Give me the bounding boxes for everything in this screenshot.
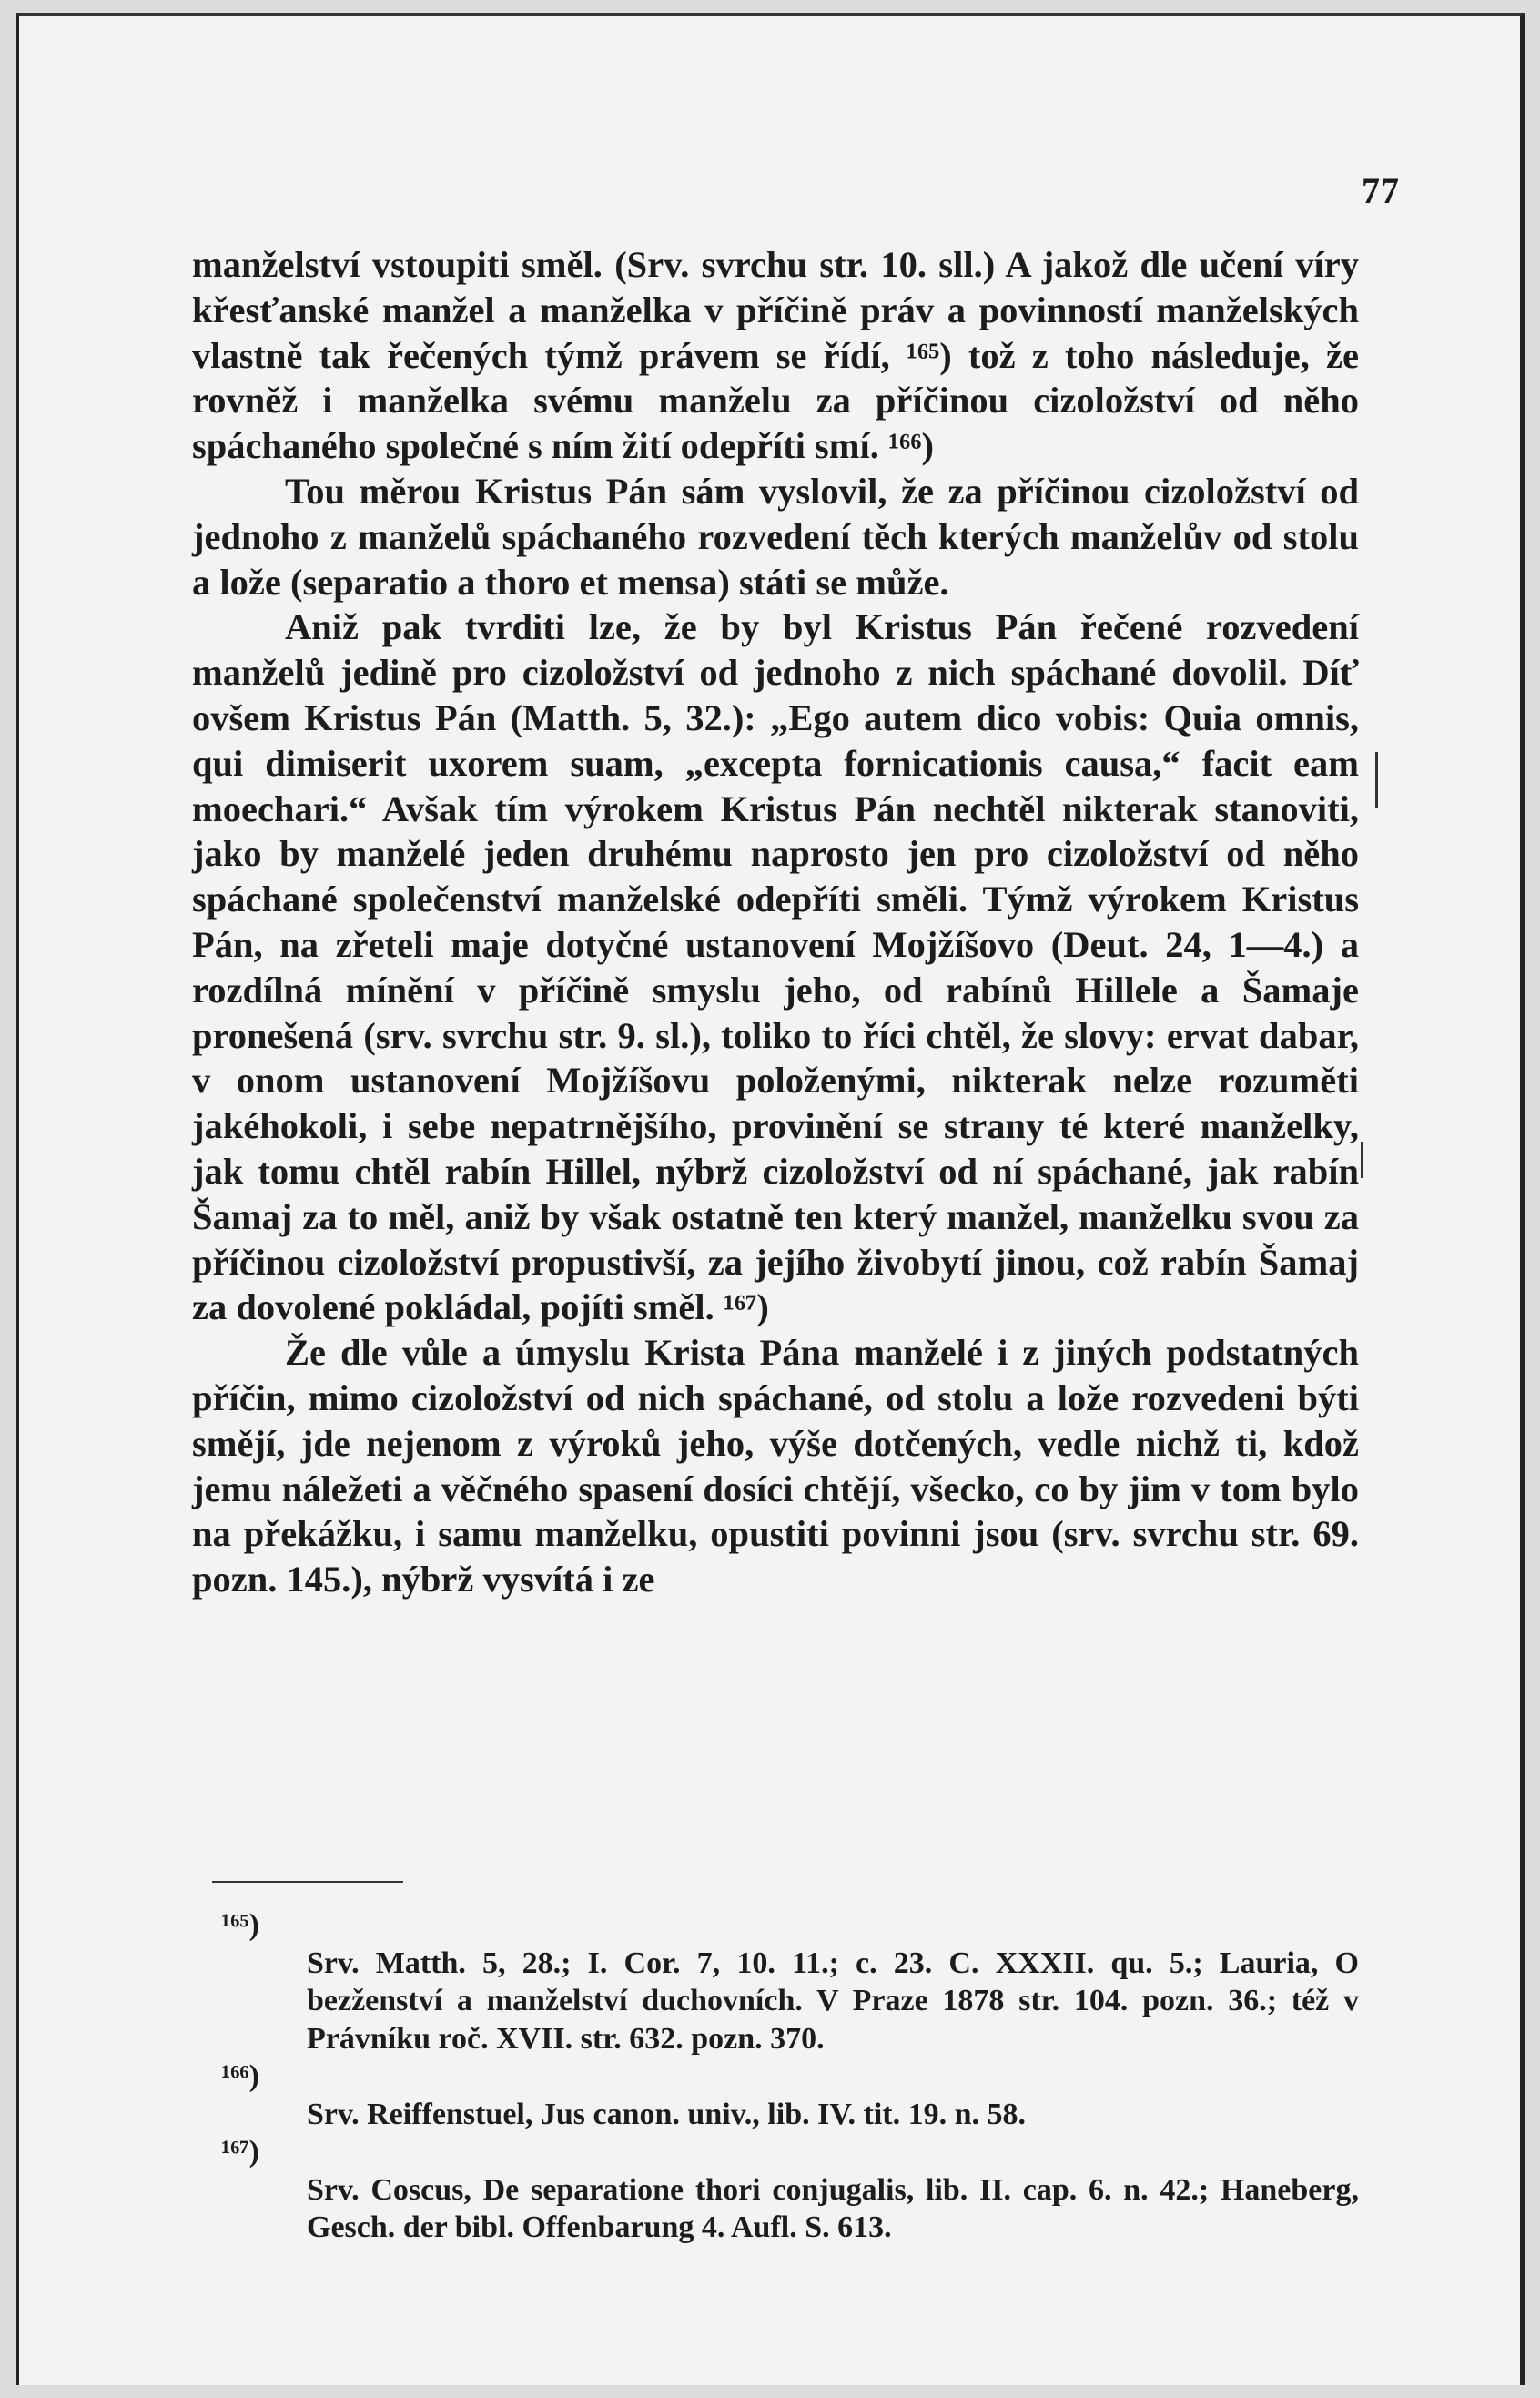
footnote-text: Srv. Reiffenstuel, Jus canon. univ., lib. IV. tit. 19. n. 58.: [307, 2097, 1027, 2131]
paragraph-4: Že dle vůle a úmyslu Krista Pána manželé i z jiných podstatných příčin, mimo cizoložství od nich spáchané, od stolu a lože rozvedeni býti smějí, jde nejenom z výroků jeho, výše dotčených, vedle nichž ti, kdož jemu náležeti a věčného spasení dosíci chtějí, všecko, co by jim v tom bylo na překážku, i samu manželku, opustiti povinni jsou (srv. svrchu str. 69. pozn. 145.), nýbrž vysvítá i ze: [192, 1332, 1359, 1600]
book-page: [16, 13, 1525, 2385]
paragraph-3: Aniž pak tvrditi lze, že by byl Kristus Pán řečené rozvedení manželů jedině pro cizoložství od jednoho z nich spáchané dovolil. Díť ovšem Kristus Pán (Matth. 5, 32.): „Ego autem dico vobis: Quia omnis, qui dimiserit uxorem suam, „excepta fornicationis causa,“ facit eam moechari.“ Avšak tím výrokem Kristus Pán nechtěl nikterak stanoviti, jako by manželé jeden druhému naprosto jen pro cizoložství od něho spáchané společenství manželské odepříti směli. Týmž výrokem Kristus Pán, na zřeteli maje dotyčné ustanovení Mojžíšovo (Deut. 24, 1—4.) a rozdílná mínění v příčině smyslu jeho, od rabínů Hillele a Šamaje pronešená (srv. svrchu str. 9. sl.), toliko to říci chtěl, že slovy: ervat dabar, v onom ustanovení Mojžíšovu položenými, nikterak nelze rozuměti jakéhokoli, i sebe nepatrnějšího, provinění se strany té které manželky, jak tomu chtěl rabín Hillel, nýbrž cizoložství od ní spáchané, jak rabín Šamaj za to měl, aniž by však ostatně ten který manžel, manželku svou za příčinou cizoložství propustivší, za jejího živobytí jinou, což rabín Šamaj za dovolené pokládal, pojíti směl. ¹⁶⁷): [192, 606, 1359, 1328]
paragraph-2: Tou měrou Kristus Pán sám vyslovil, že za příčinou cizoložství od jednoho z manželů spáchaného rozvedení těch kterých manželův od stolu a lože (separatio a thoro et mensa) státi se může.: [192, 470, 1359, 603]
paragraph-1: manželství vstoupiti směl. (Srv. svrchu str. 10. sll.) A jakož dle učení víry křesťanské manžel a manželka v příčině práv a povinností manželských vlastně tak řečených týmž právem se řídí, ¹⁶⁵) tož z toho následuje, že rovněž i manželka svému manželu za příčinou cizoložství od něho spáchaného společné s ním žití odepříti smí. ¹⁶⁶): [192, 244, 1359, 467]
margin-mark: [1375, 752, 1378, 808]
footnote-167: ¹⁶⁷) Srv. Coscus, De separatione thori conjugalis, lib. II. cap. 6. n. 42.; Haneberg, Gesch. der bibl. Offenbarung 4. Aufl. S. 613.: [221, 2133, 1359, 2247]
footnote-divider: [212, 1881, 403, 1883]
margin-mark: [1361, 1142, 1363, 1178]
footnote-text: Srv. Coscus, De separatione thori conjugalis, lib. II. cap. 6. n. 42.; Haneberg, Gesch. der bibl. Offenbarung 4. Aufl. S. 613.: [307, 2172, 1359, 2244]
footnote-166: ¹⁶⁶) Srv. Reiffenstuel, Jus canon. univ., lib. IV. tit. 19. n. 58.: [221, 2058, 1359, 2133]
body-text: [192, 242, 1359, 1602]
page-number: 77: [1362, 170, 1400, 211]
footnote-text: Srv. Matth. 5, 28.; I. Cor. 7, 10. 11.; c. 23. C. XXXII. qu. 5.; Lauria, O bezženství a manželství duchovních. V Praze 1878 str. 104. pozn. 36.; též v Právníku roč. XVII. str. 632. pozn. 370.: [307, 1946, 1359, 2056]
footnotes: [221, 1906, 1359, 2247]
footnote-165: ¹⁶⁵) Srv. Matth. 5, 28.; I. Cor. 7, 10. 11.; c. 23. C. XXXII. qu. 5.; Lauria, O bezženství a manželství duchovních. V Praze 1878 str. 104. pozn. 36.; též v Právníku roč. XVII. str. 632. pozn. 370.: [221, 1906, 1359, 2058]
